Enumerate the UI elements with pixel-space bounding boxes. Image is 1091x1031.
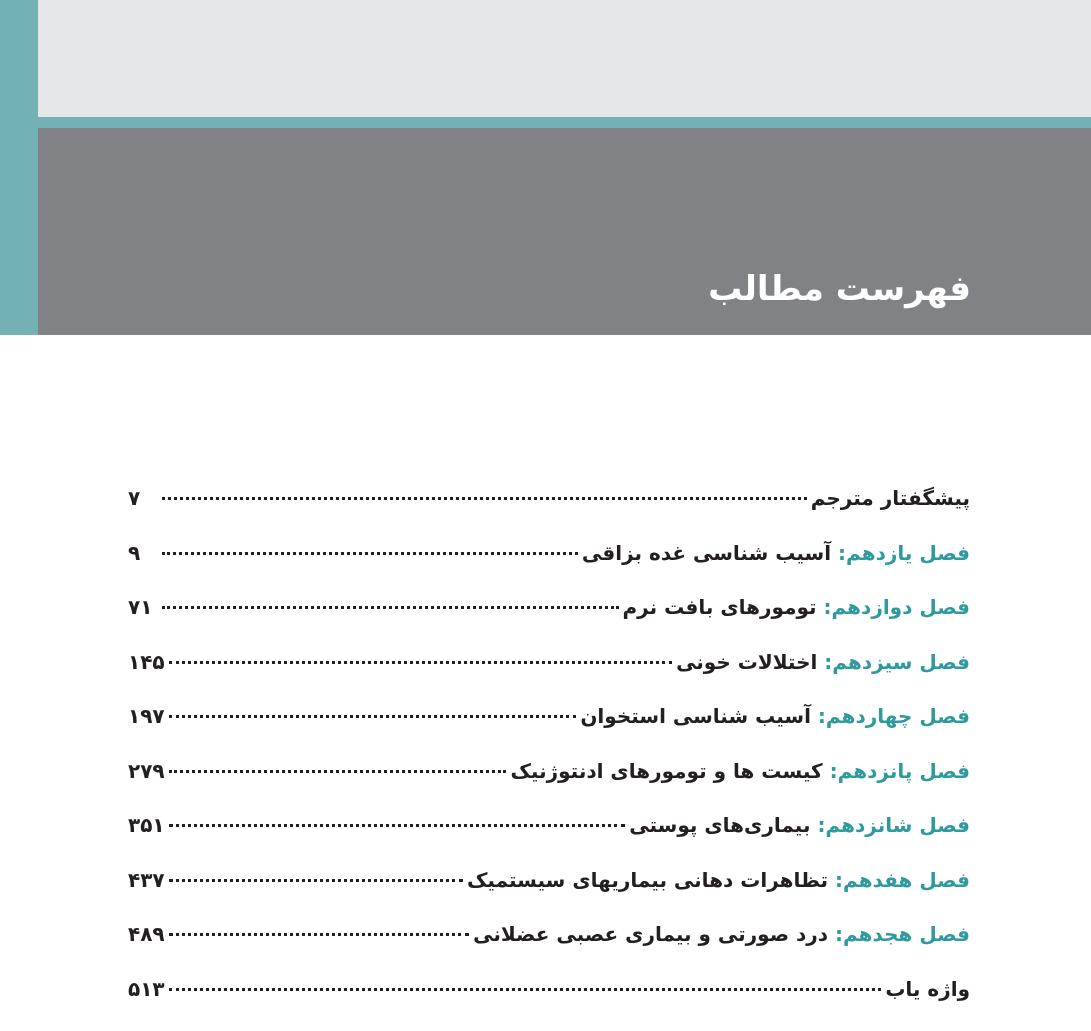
dot-leader bbox=[169, 661, 672, 664]
chapter-label: فصل دوازدهم: bbox=[824, 595, 971, 619]
toc-entry-text bbox=[811, 486, 970, 510]
dot-leader bbox=[169, 988, 882, 991]
toc-entry bbox=[128, 813, 970, 868]
entry-title: بیماری‌های پوستی bbox=[629, 813, 817, 837]
page-number: ۱۴۵ bbox=[128, 650, 165, 674]
chapter-label: فصل پانزدهم: bbox=[830, 759, 970, 783]
chapter-label: فصل چهاردهم: bbox=[818, 704, 970, 728]
entry-title: پیشگفتار مترجم bbox=[811, 486, 970, 510]
entry-title: درد صورتی و بیماری عصبی عضلانی bbox=[473, 922, 835, 946]
dot-leader bbox=[169, 933, 470, 936]
dot-leader bbox=[169, 824, 626, 827]
entry-title: تومورهای بافت نرم bbox=[623, 595, 824, 619]
page-number: ۵۱۳ bbox=[128, 977, 165, 1001]
toc-entry-text bbox=[582, 541, 970, 565]
page-number: ۳۵۱ bbox=[128, 813, 165, 837]
toc-entry bbox=[128, 977, 970, 1031]
toc-entry bbox=[128, 922, 970, 977]
page-title: فهرست مطالب bbox=[708, 263, 971, 315]
toc-entry bbox=[128, 759, 970, 814]
entry-title: واژه یاب bbox=[885, 977, 970, 1001]
entry-title: آسیب شناسی غده بزاقی bbox=[582, 541, 838, 565]
page-number: ۱۹۷ bbox=[128, 704, 165, 728]
toc-entry-text bbox=[676, 650, 970, 674]
page-number: ۷ bbox=[128, 486, 158, 510]
dot-leader bbox=[169, 715, 577, 718]
toc-entry bbox=[128, 486, 970, 541]
teal-divider-line bbox=[38, 117, 1091, 128]
toc-entry bbox=[128, 868, 970, 923]
toc-entry-text bbox=[467, 868, 970, 892]
dot-leader bbox=[162, 606, 619, 609]
chapter-label: فصل هجدهم: bbox=[835, 922, 970, 946]
page-number: ۴۸۹ bbox=[128, 922, 165, 946]
page-number: ۲۷۹ bbox=[128, 759, 165, 783]
entry-title: آسیب شناسی استخوان bbox=[580, 704, 818, 728]
toc-entry-text bbox=[580, 704, 970, 728]
entry-title: تظاهرات دهانی بیماریهای سیستمیک bbox=[467, 868, 835, 892]
page-number: ۹ bbox=[128, 541, 158, 565]
toc-entry-text bbox=[510, 759, 970, 783]
toc-entry-text bbox=[473, 922, 970, 946]
toc-entry-text bbox=[623, 595, 970, 619]
dot-leader bbox=[162, 497, 807, 500]
dot-leader bbox=[169, 879, 463, 882]
entry-title: اختلالات خونی bbox=[676, 650, 824, 674]
table-of-contents bbox=[128, 486, 970, 1031]
page-number: ۴۳۷ bbox=[128, 868, 165, 892]
toc-entry bbox=[128, 541, 970, 596]
toc-entry-text bbox=[885, 977, 970, 1001]
dot-leader bbox=[162, 552, 578, 555]
toc-entry bbox=[128, 650, 970, 705]
left-accent-stripe bbox=[0, 0, 38, 335]
chapter-label: فصل هفدهم: bbox=[835, 868, 970, 892]
page-number: ۷۱ bbox=[128, 595, 158, 619]
dot-leader bbox=[169, 770, 507, 773]
chapter-label: فصل یازدهم: bbox=[838, 541, 970, 565]
top-light-band bbox=[38, 0, 1091, 117]
toc-entry bbox=[128, 595, 970, 650]
toc-entry-text bbox=[629, 813, 970, 837]
toc-entry bbox=[128, 704, 970, 759]
chapter-label: فصل سیزدهم: bbox=[824, 650, 970, 674]
entry-title: کیست ها و تومورهای ادنتوژنیک bbox=[510, 759, 829, 783]
chapter-label: فصل شانزدهم: bbox=[817, 813, 970, 837]
